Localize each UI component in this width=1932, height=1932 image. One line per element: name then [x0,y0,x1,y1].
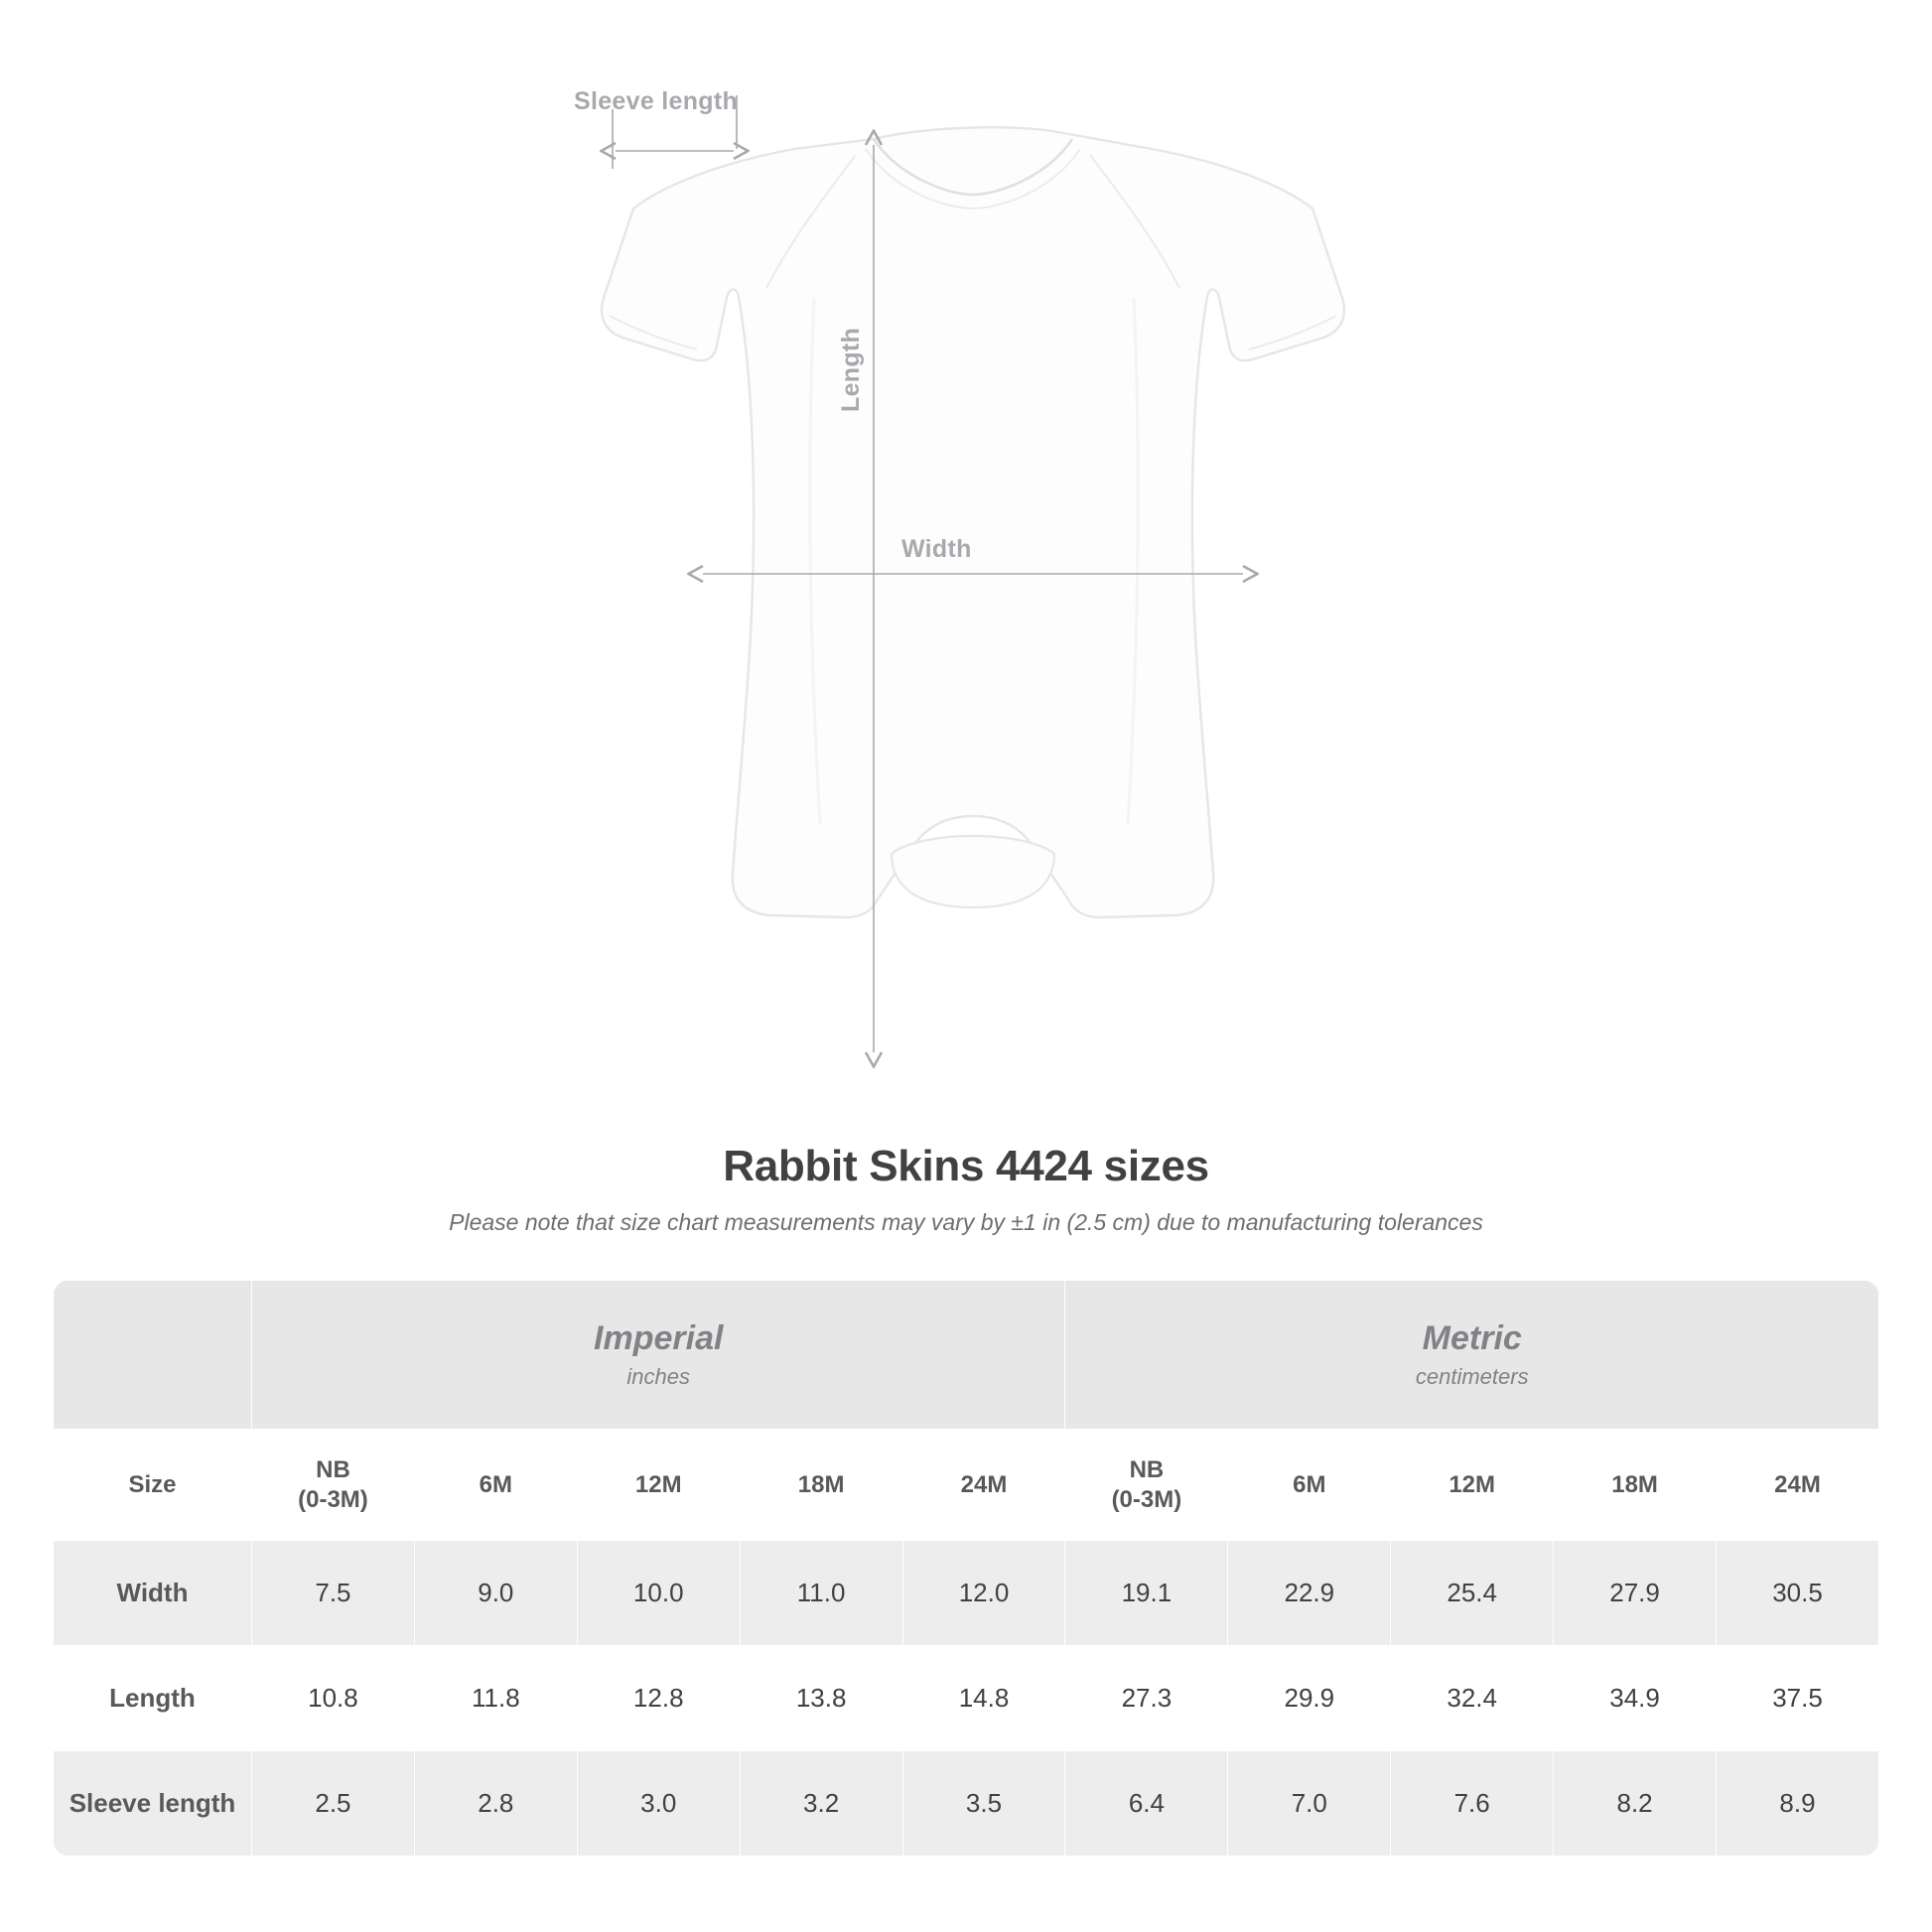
cell-sleeve-imperial-6m: 2.8 [414,1751,577,1857]
col-header-top: NB [1129,1455,1165,1483]
col-header-metric-12m: 12M [1391,1430,1554,1541]
imperial-unit-sub: inches [626,1364,691,1390]
cell-sleeve-metric-6m: 7.0 [1228,1751,1391,1857]
col-header-bottom: (0-3M) [298,1485,368,1513]
cell-sleeve-imperial-24m: 3.5 [902,1751,1065,1857]
cell-sleeve-imperial-18m: 3.2 [740,1751,902,1857]
cell-width-metric-24m: 30.5 [1717,1541,1879,1646]
tolerance-note: Please note that size chart measurements may vary by ±1 in (2.5 cm) due to manufacturing tolerances [449,1209,1483,1235]
cell-sleeve-metric-24m: 8.9 [1717,1751,1879,1857]
col-header-bottom: (0-3M) [1111,1485,1182,1513]
cell-length-imperial-12m: 12.8 [577,1646,740,1751]
table-row [54,1751,1879,1857]
cell-sleeve-imperial-nb: 2.5 [252,1751,415,1857]
column-header-row [54,1430,1879,1541]
cell-length-metric-18m: 34.9 [1554,1646,1717,1751]
col-header-imperial-18m: 18M [740,1430,902,1541]
col-header-imperial-6m: 6M [414,1430,577,1541]
table-row [54,1541,1879,1646]
cell-sleeve-metric-12m: 7.6 [1391,1751,1554,1857]
cell-length-imperial-nb: 10.8 [252,1646,415,1751]
metric-header [1065,1281,1879,1430]
cell-width-imperial-6m: 9.0 [414,1541,577,1646]
imperial-unit-name: Imperial [594,1318,724,1357]
col-header-metric-24m: 24M [1717,1430,1879,1541]
row-label-sleeve-length: Sleeve length [54,1751,252,1857]
cell-length-metric-12m: 32.4 [1391,1646,1554,1751]
cell-width-imperial-18m: 11.0 [740,1541,902,1646]
cell-sleeve-metric-nb: 6.4 [1065,1751,1228,1857]
cell-length-imperial-24m: 14.8 [902,1646,1065,1751]
page-title: Rabbit Skins 4424 sizes [723,1142,1209,1190]
cell-width-metric-12m: 25.4 [1391,1541,1554,1646]
cell-sleeve-metric-18m: 8.2 [1554,1751,1717,1857]
col-header-metric-nb [1065,1430,1228,1541]
cell-width-imperial-24m: 12.0 [902,1541,1065,1646]
cell-width-metric-18m: 27.9 [1554,1541,1717,1646]
size-header-cell: Size [54,1430,252,1541]
length-label: Length [837,327,865,412]
col-header-imperial-12m: 12M [577,1430,740,1541]
cell-length-metric-24m: 37.5 [1717,1646,1879,1751]
width-label: Width [901,535,972,563]
table-row [54,1646,1879,1751]
col-header-imperial-24m: 24M [902,1430,1065,1541]
metric-unit-name: Metric [1422,1318,1522,1357]
row-label-length: Length [54,1646,252,1751]
cell-length-metric-6m: 29.9 [1228,1646,1391,1751]
cell-width-imperial-12m: 10.0 [577,1541,740,1646]
cell-width-metric-6m: 22.9 [1228,1541,1391,1646]
imperial-header [252,1281,1065,1430]
cell-length-imperial-6m: 11.8 [414,1646,577,1751]
cell-length-imperial-18m: 13.8 [740,1646,902,1751]
cell-sleeve-imperial-12m: 3.0 [577,1751,740,1857]
col-header-top: NB [316,1455,350,1483]
col-header-metric-18m: 18M [1554,1430,1717,1541]
unit-header-row [54,1281,1879,1430]
size-table [53,1280,1879,1857]
metric-unit-sub: centimeters [1415,1364,1529,1390]
row-label-width: Width [54,1541,252,1646]
size-table-wrapper [53,1280,1879,1857]
title-block [0,1142,1932,1236]
cell-length-metric-nb: 27.3 [1065,1646,1228,1751]
col-header-metric-6m: 6M [1228,1430,1391,1541]
cell-width-imperial-nb: 7.5 [252,1541,415,1646]
bodysuit-shape [602,127,1344,917]
col-header-imperial-nb [252,1430,415,1541]
sleeve-length-label: Sleeve length [574,87,739,115]
corner-cell [54,1281,252,1430]
cell-width-metric-nb: 19.1 [1065,1541,1228,1646]
